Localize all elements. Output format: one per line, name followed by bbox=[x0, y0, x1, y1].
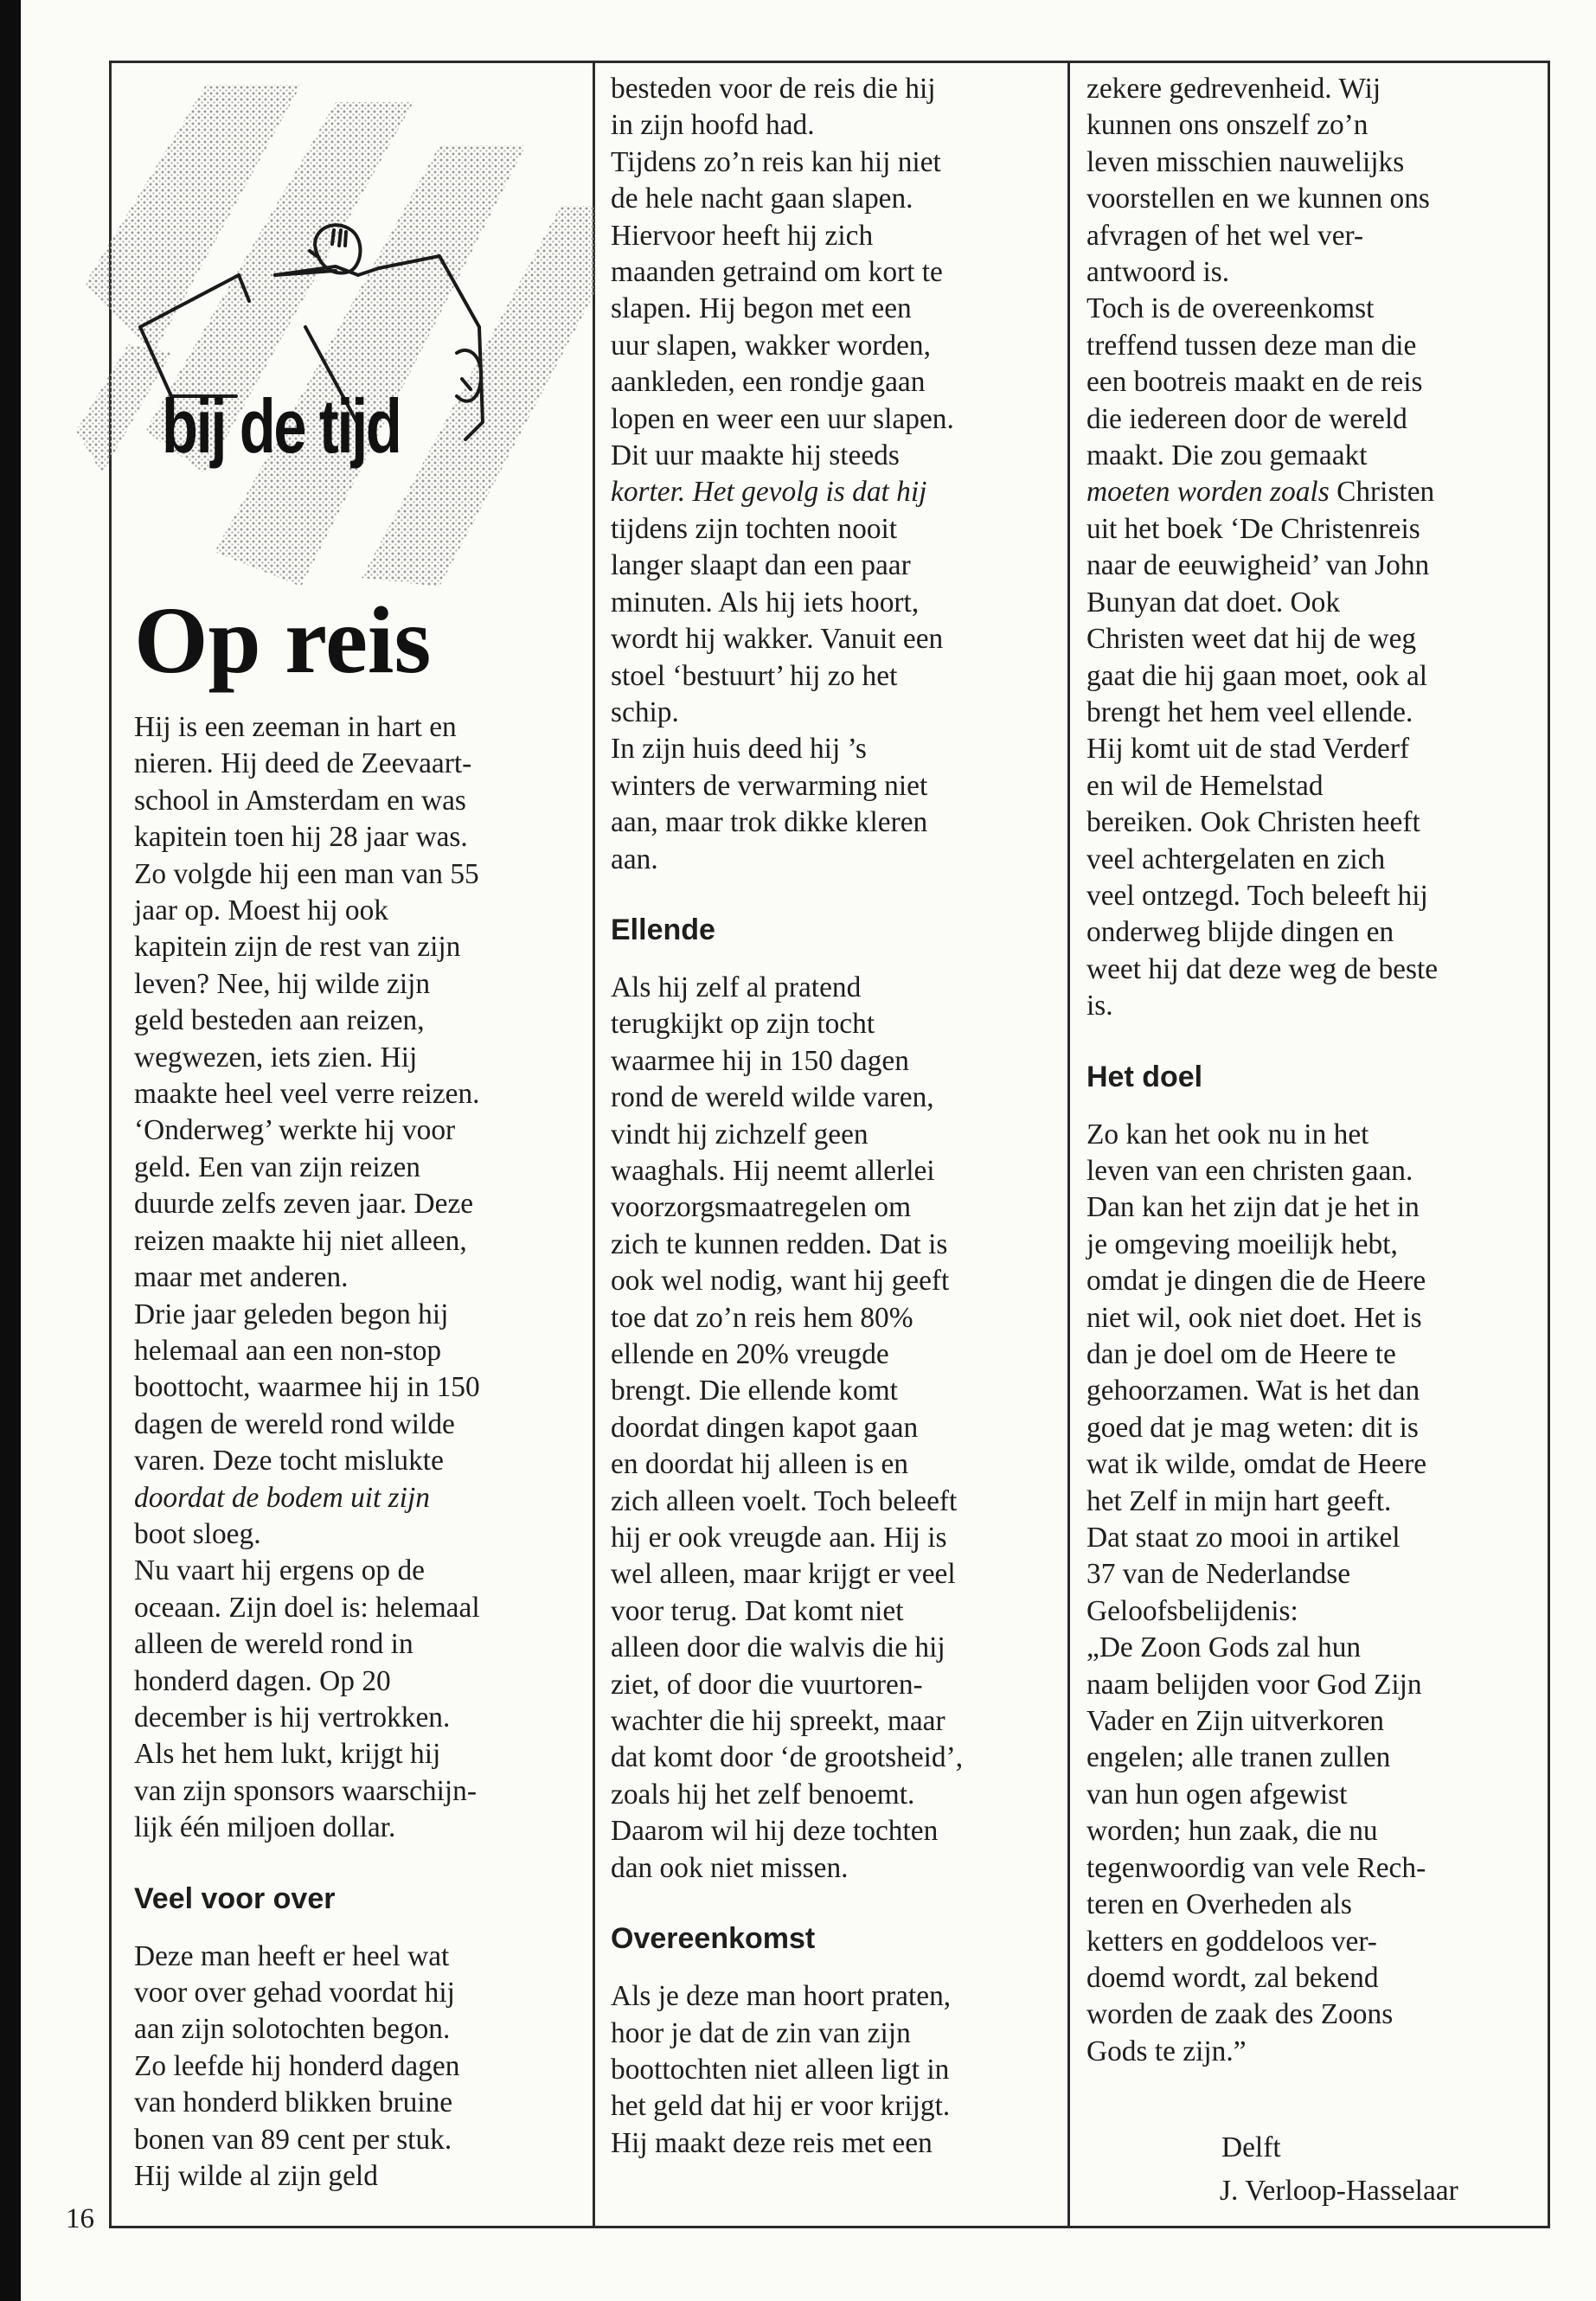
article-column-1 bbox=[134, 709, 584, 2195]
paragraph-text: Hij is een zeeman in hart en nieren. Hij deed de Zeevaart- school in Amsterdam en was kapitein toen hij 28 jaar was. Zo volgde hij een man van 55 jaar op. Moest hij ook kapitein zijn de rest van zijn leven? Nee, hij wilde zijn geld besteden aan reizen, wegwezen, iets zien. Hij maakte heel veel verre reizen. ‘Onderweg’ werkte hij voor geld. Een van zijn reizen duurde zelfs zeven jaar. Deze reizen maakte hij niet alleen, maar met anderen. Drie jaar geleden begon hij helemaal aan een non-stop boottocht, waarmee hij in 150 dagen de wereld rond wilde varen. Deze tocht mislukte bbox=[134, 711, 480, 1477]
section-heading: Veel voor over bbox=[134, 1881, 336, 1915]
article-headline: Op reis bbox=[134, 587, 432, 693]
page-number: 16 bbox=[66, 2203, 94, 2234]
paragraph-text: Christen uit het boek ‘De Christenreis naar de eeuwigheid’ van John Bunyan dat doet. Ook Christen weet dat hij de weg gaat die hij gaan moet, ook al brengt het hem veel ellende. Hij komt uit de stad Verderf en wil de Hemelstad bereiken. Ook Christen heeft veel achtergelaten en zich veel ontzegd. Toch beleeft hij onderweg blijde dingen en weet hij dat deze weg de beste is. bbox=[1086, 476, 1439, 1022]
italic-text: korter. Het gevolg is dat hij bbox=[611, 476, 927, 509]
paragraph-text: zekere gedrevenheid. Wij kunnen ons onszelf zo’n leven misschien nauwelijks voorstellen en we kunnen ons afvragen of het wel ver- antwoord is. Toch is de overeenkomst treffend tussen deze man die een bootreis maakt en de reis die iedereen door de wereld maakt. Die zou gemaakt bbox=[1086, 73, 1430, 472]
masthead-illustration bbox=[76, 67, 595, 586]
italic-text: doordat de bodem uit zijn bbox=[134, 1481, 430, 1514]
paragraph-text: besteden voor de reis die hij in zijn hoofd had. Tijdens zo’n reis kan hij niet de hele nacht gaan slapen. Hiervoor heeft hij zich maanden getraind om kort te slapen. Hij begon met een uur slapen, wakker worden, aankleden, een rondje gaan lopen en weer een uur slapen. Dit uur maakte hij steeds bbox=[611, 73, 954, 472]
paragraph-text: tijdens zijn tochten nooit langer slaapt dan een paar minuten. Als hij iets hoort, wordt hij wakker. Vanuit een stoel ‘bestuurt’ hij zo het schip. In zijn huis deed hij ’s winters de verwarming niet aan, maar trok dikke kleren aan. bbox=[611, 512, 944, 875]
paragraph bbox=[1086, 71, 1536, 1025]
section-heading: Overeenkomst bbox=[611, 1922, 816, 1956]
paragraph bbox=[134, 709, 584, 1847]
section-label: bij de tijd bbox=[162, 383, 401, 469]
paragraph bbox=[611, 71, 1061, 878]
paragraph: Zo kan het ook nu in het leven van een christen gaan. Dan kan het zijn dat je het in je omgeving moeilijk hebt, omdat je dingen die de Heere niet wil, ook niet doet. Het is dan je doel om de Heere te gehoorzamen. Wat is het dan goed dat je mag weten: dit is wat ik wilde, omdat de Heere het Zelf in mijn hart geeft. Dat staat zo mooi in artikel 37 van de Nederlandse Geloofsbelijdenis: „De Zoon Gods zal hun naam belijden voor God Zijn Vader en Zijn uitverkoren engelen; alle tranen zullen van hun ogen afgewist worden; hun zaak, die nu tegenwoordig van vele Rech- teren en Overheden als ketters en goddeloos ver- doemd wordt, zal bekend worden de zaak des Zoons Gods te zijn.” bbox=[1086, 1118, 1427, 2067]
section-heading: Het doel bbox=[1086, 1060, 1203, 1093]
signature-place: Delft bbox=[1221, 2131, 1281, 2163]
paragraph: Deze man heeft er heel wat voor over gehad voordat hij aan zijn solotochten begon. Zo leefde hij honderd dagen van honderd blikken bruine bonen van 89 cent per stuk. Hij wilde al zijn geld bbox=[134, 1939, 460, 2193]
page-binding-edge bbox=[0, 0, 21, 2301]
paragraph: Als je deze man hoort praten, hoor je dat de zin van zijn boottochten niet alleen ligt in het geld dat hij er voor krijgt. Hij maakt deze reis met een bbox=[611, 1980, 952, 2159]
column-divider bbox=[1067, 63, 1070, 2226]
paragraph-text: boot sloeg. Nu vaart hij ergens op de oceaan. Zijn doel is: helemaal alleen de wereld rond in honderd dagen. Op 20 december is hij vertrokken. Als het hem lukt, krijgt hij van zijn sponsors waarschijn- lijk één miljoen dollar. bbox=[134, 1517, 480, 1844]
signature-author: J. Verloop-Hasselaar bbox=[1220, 2175, 1458, 2207]
paragraph: Als hij zelf al pratend terugkijkt op zijn tocht waarmee hij in 150 dagen rond de wereld wilde varen, vindt hij zichzelf geen waaghals. Hij neemt allerlei voorzorgsmaatregelen om zich te kunnen redden. Dat is ook wel nodig, want hij geeft toe dat zo’n reis hem 80% ellende en 20% vreugde brengt. Die ellende komt doordat dingen kapot gaan en doordat hij alleen is en zich alleen voelt. Toch beleeft hij er ook vreugde aan. Hij is wel alleen, maar krijgt er veel voor terug. Dat komt niet alleen door die walvis die hij ziet, of door die vuurtoren- wachter die hij spreekt, maar dat komt door ‘de grootsheid’, zoals hij het zelf benoemt. Daarom wil hij deze tochten dan ook niet missen. bbox=[611, 971, 964, 1884]
article-column-2 bbox=[611, 71, 1061, 2162]
section-heading: Ellende bbox=[611, 913, 715, 946]
stipple-background bbox=[76, 85, 595, 586]
italic-text: moeten worden zoals bbox=[1086, 476, 1330, 509]
article-column-3 bbox=[1086, 71, 1536, 2070]
